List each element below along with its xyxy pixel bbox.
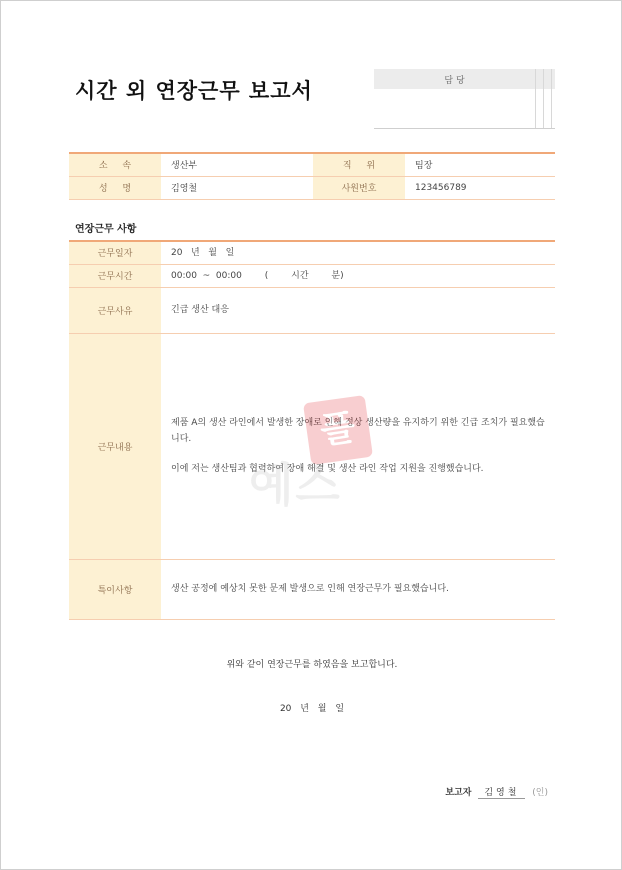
info-row xyxy=(69,153,555,176)
special-notes-label: 특이사항 xyxy=(69,559,161,619)
reporter-label: 보고자 xyxy=(445,788,472,798)
approval-header-cell xyxy=(543,69,551,89)
approval-header-label: 담 당 xyxy=(374,69,536,89)
detail-row xyxy=(69,287,555,333)
employee-number-value: 123456789 xyxy=(405,176,555,199)
work-time-value: 00:00 ~ 00:00 ( 시간 분) xyxy=(161,264,555,287)
report-statement: 위와 같이 연장근무를 하였음을 보고합니다. xyxy=(226,660,398,670)
info-row xyxy=(69,176,555,199)
overtime-details-table xyxy=(69,240,555,620)
document-title: 시간 외 연장근무 보고서 xyxy=(75,79,313,103)
reporter-signature xyxy=(445,785,548,799)
detail-row xyxy=(69,241,555,264)
work-reason-value: 긴급 생산 대응 xyxy=(161,287,555,333)
watermark-text: 예스 xyxy=(249,458,342,512)
work-content-paragraph: 이에 저는 생산팀과 협력하여 장애 해결 및 생산 라인 작업 지원을 진행했습니다. xyxy=(171,464,484,474)
approval-header-cell xyxy=(536,69,544,89)
reporter-name: 김영철 xyxy=(478,785,525,799)
work-content-label: 근무내용 xyxy=(69,333,161,559)
work-content-paragraph: 제품 A의 생산 라인에서 발생한 장애로 인해 정상 생산량을 유지하기 위한 긴급 조치가 필요했습니다. xyxy=(171,418,545,444)
position-label: 직 위 xyxy=(313,153,405,176)
name-label: 성 명 xyxy=(69,176,161,199)
approval-header-cell xyxy=(551,69,555,89)
employee-number-label: 사원번호 xyxy=(313,176,405,199)
detail-row xyxy=(69,264,555,287)
approval-sign-cell xyxy=(551,89,555,129)
work-reason-label: 근무사유 xyxy=(69,287,161,333)
report-date: 20 년 월 일 xyxy=(279,704,345,714)
approval-sign-cell xyxy=(536,89,544,129)
section-title: 연장근무 사항 xyxy=(75,224,137,235)
department-label: 소 속 xyxy=(69,153,161,176)
name-value: 김영철 xyxy=(161,176,313,199)
detail-row xyxy=(69,333,555,559)
work-content-cell xyxy=(161,333,555,559)
watermark-badge: 플 xyxy=(303,395,373,465)
seal-mark: (인) xyxy=(532,788,548,798)
work-time-label: 근무시간 xyxy=(69,264,161,287)
employee-info-table xyxy=(69,152,555,200)
work-date-label: 근무일자 xyxy=(69,241,161,264)
detail-row xyxy=(69,559,555,619)
position-value: 팀장 xyxy=(405,153,555,176)
department-value: 생산부 xyxy=(161,153,313,176)
approval-sign-cell xyxy=(543,89,551,129)
special-notes-value: 생산 공정에 예상치 못한 문제 발생으로 인해 연장근무가 필요했습니다. xyxy=(161,559,555,619)
work-date-value: 20 년 월 일 xyxy=(161,241,555,264)
approval-box xyxy=(374,69,555,129)
approval-sign-cell xyxy=(374,89,536,129)
